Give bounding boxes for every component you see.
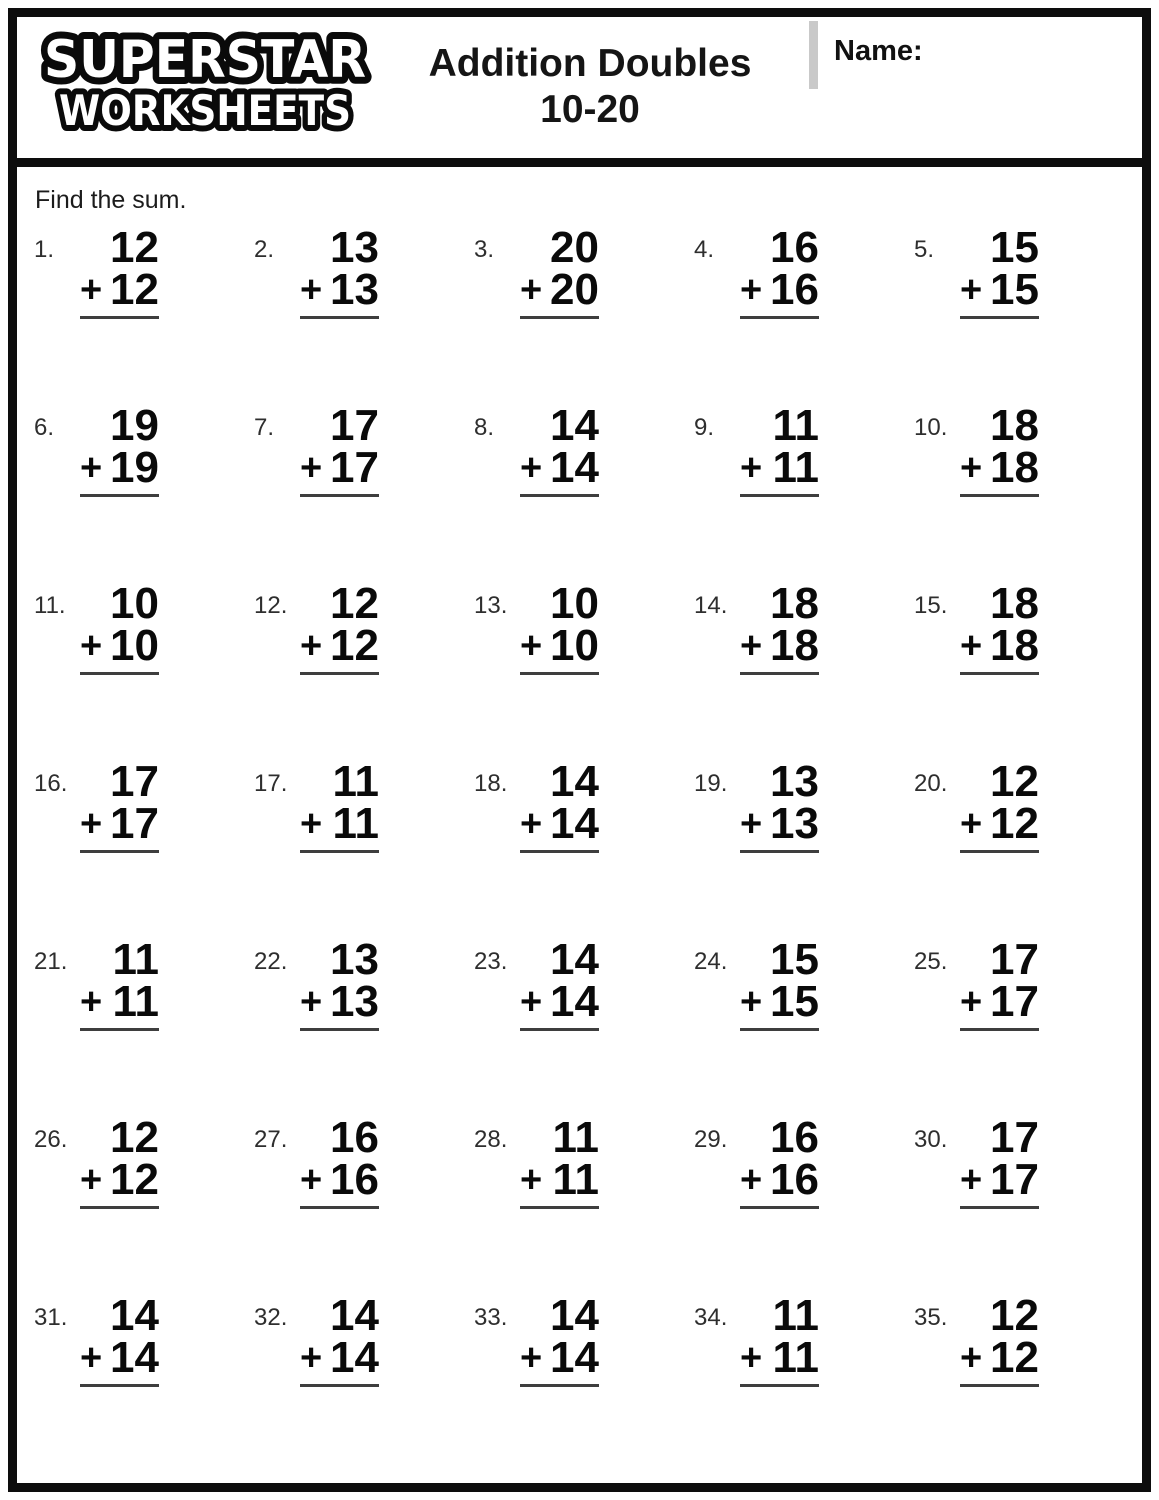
bottom-addend-row [520, 442, 599, 492]
bottom-addend-row [960, 1154, 1039, 1204]
answer-line [300, 1384, 379, 1387]
top-addend: 18 [990, 401, 1039, 450]
problem-number: 13. [474, 592, 508, 619]
answer-line [740, 1028, 819, 1031]
logo-image [29, 25, 381, 143]
problem-number: 6. [34, 414, 55, 441]
plus-icon: + [960, 1158, 983, 1201]
bottom-addend-row [960, 442, 1039, 492]
top-addend: 14 [550, 1291, 599, 1340]
problem-body [740, 223, 819, 319]
top-addend: 12 [990, 1291, 1039, 1340]
bottom-addend: 14 [550, 798, 599, 848]
problem-body [740, 757, 819, 853]
bottom-addend: 12 [990, 1332, 1039, 1382]
problem-number: 18. [474, 770, 508, 797]
bottom-addend-row [520, 798, 599, 848]
name-label: Name: [834, 35, 923, 67]
answer-line [80, 494, 159, 497]
top-addend: 16 [330, 1113, 379, 1162]
problem-body [80, 935, 159, 1031]
problem-body [960, 579, 1039, 675]
bottom-addend: 13 [770, 798, 819, 848]
problem-body [80, 757, 159, 853]
bottom-addend-row [740, 798, 819, 848]
bottom-addend-row [960, 264, 1039, 314]
answer-line [520, 1384, 599, 1387]
addition-problem [897, 223, 1117, 405]
problem-body [300, 935, 379, 1031]
problem-number: 11. [34, 592, 66, 619]
problem-body [740, 935, 819, 1031]
plus-icon: + [520, 1158, 543, 1201]
top-addend: 11 [772, 401, 819, 450]
addition-problem [17, 579, 237, 761]
problem-body [520, 223, 599, 319]
addition-problem [457, 757, 677, 939]
bottom-addend-row [740, 620, 819, 670]
plus-icon: + [520, 268, 543, 311]
problem-number: 20. [914, 770, 948, 797]
top-addend: 13 [770, 757, 819, 806]
title-line-2: 10-20 [540, 88, 640, 132]
answer-line [300, 1028, 379, 1031]
bottom-addend-row [960, 620, 1039, 670]
problem-body [520, 401, 599, 497]
bottom-addend-row [80, 1332, 159, 1382]
addition-problem [17, 1291, 237, 1473]
problem-number: 4. [694, 236, 715, 263]
bottom-addend: 18 [770, 620, 819, 670]
addition-problem [457, 1113, 677, 1295]
answer-line [80, 672, 159, 675]
bottom-addend: 13 [330, 976, 379, 1026]
problem-body [960, 757, 1039, 853]
top-addend: 11 [332, 757, 379, 806]
answer-line [80, 316, 159, 319]
plus-icon: + [80, 624, 103, 667]
bottom-addend: 17 [330, 442, 379, 492]
bottom-addend: 17 [990, 976, 1039, 1026]
top-addend: 12 [110, 223, 159, 272]
problem-body [520, 1291, 599, 1387]
problem-number: 23. [474, 948, 508, 975]
problem-number: 2. [254, 236, 275, 263]
addition-problem [897, 1291, 1117, 1473]
plus-icon: + [740, 446, 763, 489]
plus-icon: + [300, 624, 323, 667]
problem-number: 16. [34, 770, 68, 797]
top-addend: 17 [330, 401, 379, 450]
bottom-addend-row [300, 620, 379, 670]
problem-number: 25. [914, 948, 948, 975]
problem-number: 34. [694, 1304, 728, 1331]
answer-line [740, 850, 819, 853]
top-addend: 18 [990, 579, 1039, 628]
problem-body [960, 1291, 1039, 1387]
bottom-addend-row [520, 976, 599, 1026]
top-addend: 17 [990, 935, 1039, 984]
top-addend: 14 [550, 757, 599, 806]
bottom-addend-row [740, 264, 819, 314]
answer-line [300, 1206, 379, 1209]
top-addend: 16 [770, 1113, 819, 1162]
instructions-text: Find the sum. [35, 186, 187, 214]
problem-number: 22. [254, 948, 288, 975]
addition-problem [17, 757, 237, 939]
addition-problem [897, 579, 1117, 761]
top-addend: 12 [330, 579, 379, 628]
bottom-addend: 13 [330, 264, 379, 314]
plus-icon: + [520, 624, 543, 667]
problem-body [300, 579, 379, 675]
problem-number: 1. [34, 236, 55, 263]
top-addend: 14 [110, 1291, 159, 1340]
top-addend: 10 [110, 579, 159, 628]
plus-icon: + [300, 268, 323, 311]
answer-line [520, 1206, 599, 1209]
addition-problem [457, 935, 677, 1117]
problem-body [520, 1113, 599, 1209]
bottom-addend-row [740, 1332, 819, 1382]
problem-body [300, 1113, 379, 1209]
bottom-addend-row [300, 1332, 379, 1382]
top-addend: 16 [770, 223, 819, 272]
addition-problem [677, 757, 897, 939]
problem-body [300, 223, 379, 319]
answer-line [300, 316, 379, 319]
bottom-addend-row [80, 1154, 159, 1204]
problem-number: 19. [694, 770, 728, 797]
name-area [787, 17, 1127, 167]
problem-number: 26. [34, 1126, 68, 1153]
problem-body [740, 401, 819, 497]
top-addend: 13 [330, 223, 379, 272]
answer-line [960, 850, 1039, 853]
answer-line [960, 1206, 1039, 1209]
bottom-addend-row [960, 1332, 1039, 1382]
bottom-addend-row [520, 1332, 599, 1382]
problem-body [80, 401, 159, 497]
problem-number: 3. [474, 236, 495, 263]
top-addend: 14 [330, 1291, 379, 1340]
addition-problem [677, 935, 897, 1117]
bottom-addend-row [300, 264, 379, 314]
bottom-addend: 12 [330, 620, 379, 670]
bottom-addend-row [520, 1154, 599, 1204]
worksheet-page [8, 8, 1151, 1492]
superstar-worksheets-logo [29, 25, 381, 143]
problem-body [80, 1113, 159, 1209]
top-addend: 19 [110, 401, 159, 450]
bottom-addend: 12 [990, 798, 1039, 848]
bottom-addend-row [520, 620, 599, 670]
top-addend: 14 [550, 935, 599, 984]
top-addend: 17 [990, 1113, 1039, 1162]
answer-line [740, 1384, 819, 1387]
problem-body [960, 1113, 1039, 1209]
answer-line [740, 1206, 819, 1209]
plus-icon: + [960, 624, 983, 667]
plus-icon: + [520, 1336, 543, 1379]
plus-icon: + [80, 980, 103, 1023]
plus-icon: + [740, 980, 763, 1023]
bottom-addend: 20 [550, 264, 599, 314]
answer-line [740, 316, 819, 319]
plus-icon: + [80, 802, 103, 845]
problem-number: 29. [694, 1126, 728, 1153]
bottom-addend-row [300, 976, 379, 1026]
answer-line [520, 672, 599, 675]
answer-line [960, 494, 1039, 497]
title-line-1: Addition Doubles [428, 42, 752, 85]
bottom-addend: 14 [550, 976, 599, 1026]
problem-number: 21. [34, 948, 68, 975]
plus-icon: + [740, 1158, 763, 1201]
answer-line [960, 1384, 1039, 1387]
bottom-addend: 11 [332, 798, 379, 848]
bottom-addend-row [740, 1154, 819, 1204]
plus-icon: + [740, 1336, 763, 1379]
plus-icon: + [300, 1336, 323, 1379]
plus-icon: + [520, 802, 543, 845]
addition-problem [677, 223, 897, 405]
plus-icon: + [520, 446, 543, 489]
top-addend: 17 [110, 757, 159, 806]
problem-number: 10. [914, 414, 948, 441]
addition-problem [457, 223, 677, 405]
bottom-addend: 11 [112, 976, 159, 1026]
bottom-addend-row [520, 264, 599, 314]
bottom-addend-row [80, 798, 159, 848]
answer-line [300, 850, 379, 853]
bottom-addend: 12 [110, 1154, 159, 1204]
top-addend: 11 [772, 1291, 819, 1340]
answer-line [740, 494, 819, 497]
problem-body [960, 223, 1039, 319]
problem-body [520, 757, 599, 853]
plus-icon: + [300, 802, 323, 845]
answer-line [80, 850, 159, 853]
problem-number: 15. [914, 592, 948, 619]
addition-problem [677, 579, 897, 761]
addition-problem [237, 401, 457, 583]
bottom-addend-row [300, 798, 379, 848]
addition-problem [237, 223, 457, 405]
addition-problem [237, 1291, 457, 1473]
bottom-addend: 17 [110, 798, 159, 848]
problem-number: 35. [914, 1304, 948, 1331]
top-addend: 11 [552, 1113, 599, 1162]
addition-problem [237, 579, 457, 761]
top-addend: 20 [550, 223, 599, 272]
addition-problem [677, 401, 897, 583]
addition-problem [17, 223, 237, 405]
addition-problem [897, 401, 1117, 583]
answer-line [80, 1384, 159, 1387]
addition-problem [17, 401, 237, 583]
bottom-addend: 14 [550, 442, 599, 492]
answer-line [520, 316, 599, 319]
bottom-addend-row [740, 976, 819, 1026]
plus-icon: + [80, 446, 103, 489]
addition-problem [17, 1113, 237, 1295]
plus-icon: + [740, 802, 763, 845]
bottom-addend: 16 [770, 264, 819, 314]
answer-line [960, 316, 1039, 319]
bottom-addend: 15 [990, 264, 1039, 314]
bottom-addend-row [300, 1154, 379, 1204]
top-addend: 14 [550, 401, 599, 450]
addition-problem [897, 1113, 1117, 1295]
top-addend: 15 [990, 223, 1039, 272]
top-addend: 18 [770, 579, 819, 628]
problem-number: 32. [254, 1304, 288, 1331]
plus-icon: + [300, 980, 323, 1023]
plus-icon: + [960, 980, 983, 1023]
plus-icon: + [740, 268, 763, 311]
bottom-addend: 14 [550, 1332, 599, 1382]
bottom-addend: 19 [110, 442, 159, 492]
answer-line [80, 1028, 159, 1031]
addition-problem [457, 401, 677, 583]
bottom-addend: 10 [110, 620, 159, 670]
problem-body [80, 223, 159, 319]
top-addend: 10 [550, 579, 599, 628]
addition-problem [237, 757, 457, 939]
addition-problem [237, 1113, 457, 1295]
problem-body [960, 401, 1039, 497]
addition-problem [677, 1113, 897, 1295]
problem-number: 28. [474, 1126, 508, 1153]
problem-body [740, 1291, 819, 1387]
bottom-addend: 14 [110, 1332, 159, 1382]
answer-line [520, 494, 599, 497]
bottom-addend: 14 [330, 1332, 379, 1382]
worksheet-title [385, 41, 795, 133]
addition-problem [457, 1291, 677, 1473]
answer-line [80, 1206, 159, 1209]
problems-grid [17, 223, 1142, 1473]
problem-number: 27. [254, 1126, 288, 1153]
bottom-addend-row [80, 442, 159, 492]
top-addend: 13 [330, 935, 379, 984]
plus-icon: + [960, 802, 983, 845]
plus-icon: + [80, 1158, 103, 1201]
bottom-addend-row [300, 442, 379, 492]
problem-number: 9. [694, 414, 715, 441]
plus-icon: + [960, 1336, 983, 1379]
bottom-addend-row [960, 976, 1039, 1026]
problem-body [520, 935, 599, 1031]
bottom-addend: 11 [772, 1332, 819, 1382]
problem-number: 31. [34, 1304, 68, 1331]
problem-body [520, 579, 599, 675]
plus-icon: + [300, 446, 323, 489]
problem-number: 30. [914, 1126, 948, 1153]
bottom-addend: 11 [552, 1154, 599, 1204]
plus-icon: + [960, 268, 983, 311]
addition-problem [237, 935, 457, 1117]
problem-body [80, 1291, 159, 1387]
top-addend: 12 [110, 1113, 159, 1162]
plus-icon: + [300, 1158, 323, 1201]
logo-text-superstar: SUPERSTAR [44, 30, 366, 90]
plus-icon: + [80, 268, 103, 311]
bottom-addend-row [960, 798, 1039, 848]
answer-line [300, 494, 379, 497]
answer-line [520, 850, 599, 853]
bottom-addend-row [80, 264, 159, 314]
problem-number: 5. [914, 236, 935, 263]
problem-body [300, 1291, 379, 1387]
name-divider-bar [809, 21, 818, 89]
problem-number: 14. [694, 592, 728, 619]
answer-line [740, 672, 819, 675]
bottom-addend: 17 [990, 1154, 1039, 1204]
addition-problem [17, 935, 237, 1117]
bottom-addend-row [740, 442, 819, 492]
bottom-addend: 15 [770, 976, 819, 1026]
addition-problem [897, 757, 1117, 939]
problem-number: 8. [474, 414, 495, 441]
addition-problem [457, 579, 677, 761]
plus-icon: + [520, 980, 543, 1023]
plus-icon: + [740, 624, 763, 667]
bottom-addend: 12 [110, 264, 159, 314]
logo-text-worksheets: WORKSHEETS [59, 86, 351, 135]
bottom-addend: 16 [330, 1154, 379, 1204]
answer-line [300, 672, 379, 675]
problem-number: 17. [254, 770, 288, 797]
problem-body [960, 935, 1039, 1031]
problem-number: 33. [474, 1304, 508, 1331]
problem-body [300, 401, 379, 497]
addition-problem [897, 935, 1117, 1117]
problem-number: 7. [254, 414, 275, 441]
problem-body [740, 1113, 819, 1209]
plus-icon: + [960, 446, 983, 489]
answer-line [960, 672, 1039, 675]
bottom-addend: 16 [770, 1154, 819, 1204]
top-addend: 11 [112, 935, 159, 984]
answer-line [960, 1028, 1039, 1031]
plus-icon: + [80, 1336, 103, 1379]
bottom-addend: 18 [990, 442, 1039, 492]
problem-body [740, 579, 819, 675]
bottom-addend: 10 [550, 620, 599, 670]
problem-body [80, 579, 159, 675]
bottom-addend-row [80, 976, 159, 1026]
problem-body [300, 757, 379, 853]
addition-problem [677, 1291, 897, 1473]
worksheet-body [17, 167, 1142, 1474]
bottom-addend: 11 [772, 442, 819, 492]
top-addend: 15 [770, 935, 819, 984]
bottom-addend: 18 [990, 620, 1039, 670]
worksheet-header [17, 17, 1142, 167]
top-addend: 12 [990, 757, 1039, 806]
answer-line [520, 1028, 599, 1031]
problem-number: 12. [254, 592, 288, 619]
bottom-addend-row [80, 620, 159, 670]
problem-number: 24. [694, 948, 728, 975]
